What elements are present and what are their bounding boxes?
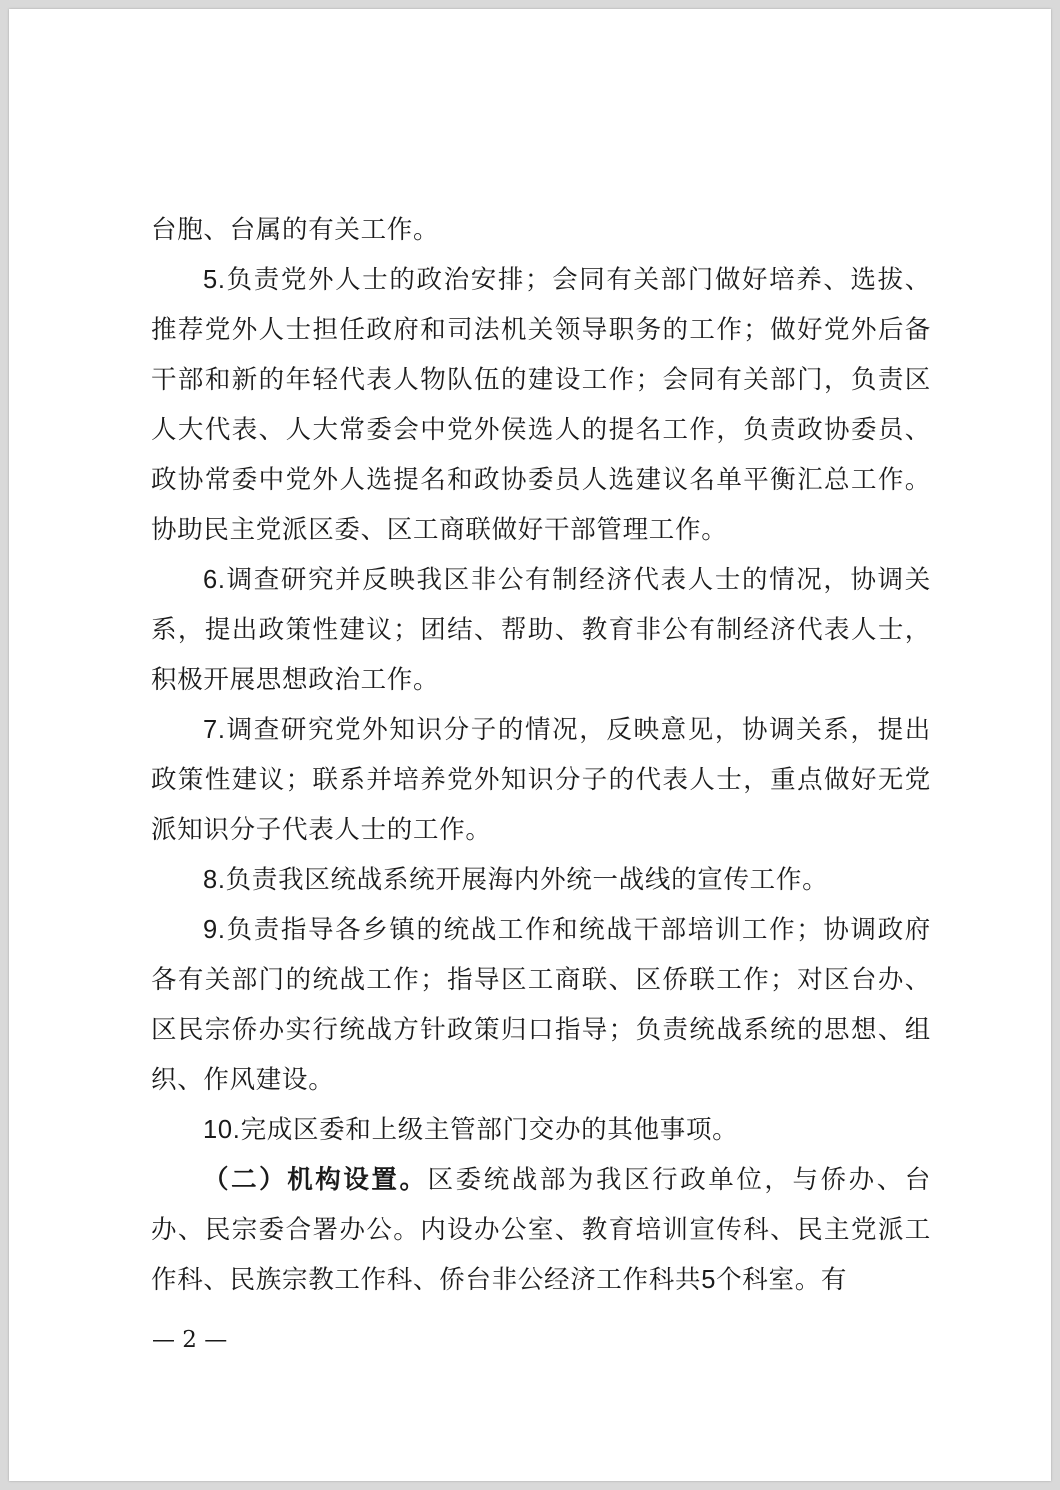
paragraph-item-6 [151,555,931,705]
page-number: — 2 — [152,1327,228,1353]
item-number: 5. [203,266,226,294]
paragraph-text: 区委统战部为我区行政单位，与侨办、台办、民宗委合署办公。内设办公室、教育培训宣传科、民主党派工作科、民族宗教工作科、侨台非公经济工作科共 [151,1165,931,1295]
paragraph-text: 调查研究并反映我区非公有制经济代表人士的情况，协调关系，提出政策性建议；团结、帮助、教育非公有制经济代表人士，积极开展思想政治工作。 [151,565,931,695]
paragraph-text: 负责我区统战系统开展海内外统一战线的宣传工作。 [225,865,829,895]
paragraph-continuation [151,205,931,255]
paragraph-item-9 [151,905,931,1105]
paragraph-item-8 [151,855,931,905]
paragraph-text: 负责指导各乡镇的统战工作和统战干部培训工作；协调政府各有关部门的统战工作；指导区工商联、区侨联工作；对区台办、区民宗侨办实行统战方针政策归口指导；负责统战系统的思想、组织、作风建设。 [151,915,931,1095]
paragraph-item-7 [151,705,931,855]
item-number: 7. [203,716,226,744]
paragraph-section-organization [151,1155,931,1305]
document-body [151,205,931,1305]
paragraph-item-5 [151,255,931,555]
paragraph-text: 完成区委和上级主管部门交办的其他事项。 [240,1115,739,1145]
item-number: 9. [203,916,226,944]
document-page [9,9,1051,1481]
section-heading: （二）机构设置。 [203,1165,428,1195]
paragraph-text: 负责党外人士的政治安排；会同有关部门做好培养、选拔、推荐党外人士担任政府和司法机关领导职务的工作；做好党外后备干部和新的年轻代表人物队伍的建设工作；会同有关部门，负责区人大代表、人大常委会中党外侯选人的提名工作，负责政协委员、政协常委中党外人选提名和政协委员人选建议名单平衡汇总工作。协助民主党派区委、区工商联做好干部管理工作。 [151,265,931,545]
paragraph-text: 调查研究党外知识分子的情况，反映意见，协调关系，提出政策性建议；联系并培养党外知识分子的代表人士，重点做好无党派知识分子代表人士的工作。 [151,715,931,845]
office-count: 5 [701,1266,717,1294]
item-number: 10. [203,1116,241,1144]
paragraph-item-10 [151,1105,931,1155]
item-number: 6. [203,566,226,594]
item-number: 8. [203,866,226,894]
paragraph-text-tail: 个科室。有 [716,1265,848,1295]
paragraph-text: 台胞、台属的有关工作。 [151,215,440,245]
